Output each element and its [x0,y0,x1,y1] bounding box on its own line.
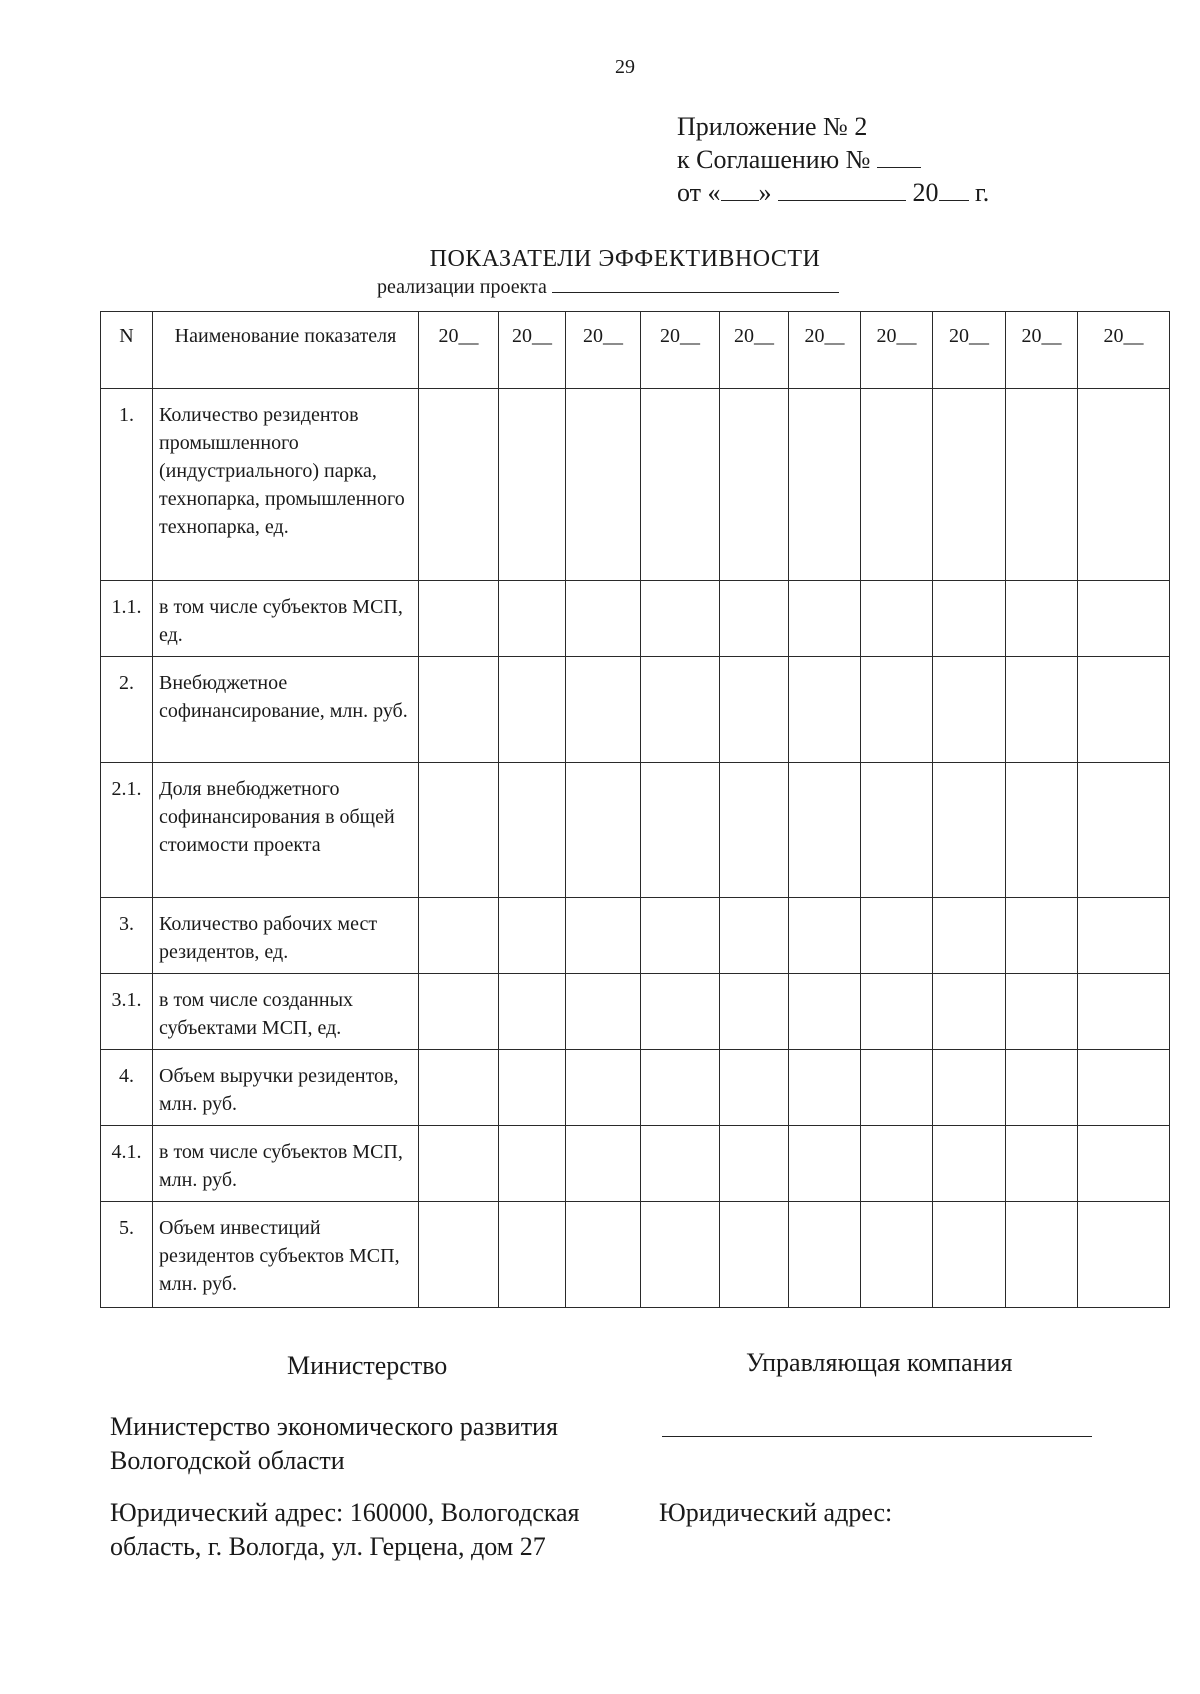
year-blank [939,200,969,201]
value-cell [566,1202,641,1308]
value-cell [1006,974,1078,1050]
value-cell [933,763,1006,898]
value-cell [861,1050,933,1126]
value-cell [419,763,499,898]
header-year: 20__ [419,312,499,389]
header-year: 20__ [499,312,566,389]
value-cell [933,581,1006,657]
header-num: N [101,312,153,389]
value-cell [1078,898,1170,974]
page-number: 29 [615,56,635,78]
value-cell [933,1126,1006,1202]
value-cell [861,1126,933,1202]
value-cell [861,581,933,657]
value-cell [1078,389,1170,581]
row-number: 1. [101,389,153,581]
value-cell [419,1126,499,1202]
value-cell [1078,581,1170,657]
table-row [101,1126,1170,1202]
indicator-name: Количество рабочих мест резидентов, ед. [153,898,419,974]
value-cell [1078,657,1170,763]
value-cell [419,389,499,581]
value-cell [861,1202,933,1308]
value-cell [720,1202,789,1308]
value-cell [566,657,641,763]
value-cell [933,898,1006,974]
value-cell [933,974,1006,1050]
indicator-name: Доля внебюджетного софинансирования в общей стоимости проекта [153,763,419,898]
indicators-table [100,311,1170,1308]
value-cell [789,389,861,581]
value-cell [419,1202,499,1308]
value-cell [419,898,499,974]
page-title: ПОКАЗАТЕЛИ ЭФФЕКТИВНОСТИ [429,246,821,272]
indicator-name: в том числе созданных субъектами МСП, ед. [153,974,419,1050]
value-cell [720,581,789,657]
row-number: 3.1. [101,974,153,1050]
header-name: Наименование показателя [153,312,419,389]
value-cell [1078,1126,1170,1202]
value-cell [1006,1126,1078,1202]
value-cell [419,1050,499,1126]
value-cell [641,389,720,581]
header-year: 20__ [1006,312,1078,389]
value-cell [499,763,566,898]
day-blank [721,200,759,201]
value-cell [641,1126,720,1202]
value-cell [1078,974,1170,1050]
table-row [101,1050,1170,1126]
table-row [101,763,1170,898]
month-blank [778,200,906,201]
value-cell [566,898,641,974]
value-cell [720,1050,789,1126]
value-cell [1006,1050,1078,1126]
value-cell [641,657,720,763]
project-name-blank [552,292,839,293]
value-cell [566,581,641,657]
value-cell [861,974,933,1050]
value-cell [789,1050,861,1126]
table-row [101,581,1170,657]
value-cell [499,389,566,581]
value-cell [720,898,789,974]
value-cell [1006,581,1078,657]
indicator-name: Количество резидентов промышленного (индустриального) парка, технопарка, промышленного технопарка, ед. [153,389,419,581]
indicator-name: в том числе субъектов МСП, ед. [153,581,419,657]
value-cell [1006,657,1078,763]
value-cell [789,1202,861,1308]
annex-agreement-line [677,143,989,176]
header-year: 20__ [933,312,1006,389]
value-cell [641,898,720,974]
value-cell [499,1126,566,1202]
page-subtitle: реализации проекта [377,276,547,298]
value-cell [566,1050,641,1126]
date-year: 20 [912,178,939,207]
management-company-address: Юридический адрес: [659,1498,893,1527]
value-cell [720,1126,789,1202]
value-cell [566,974,641,1050]
value-cell [720,657,789,763]
row-number: 2. [101,657,153,763]
header-year: 20__ [641,312,720,389]
value-cell [789,763,861,898]
annex-title: Приложение № 2 [677,112,868,141]
ministry-address: Юридический адрес: 160000, Вологодская область, г. Вологда, ул. Герцена, дом 27 [110,1498,580,1561]
value-cell [720,389,789,581]
value-cell [641,763,720,898]
value-cell [419,974,499,1050]
agreement-number-blank [877,167,921,168]
value-cell [789,1126,861,1202]
ministry-heading: Министерство [287,1351,448,1380]
indicator-name: Внебюджетное софинансирование, млн. руб. [153,657,419,763]
row-number: 1.1. [101,581,153,657]
row-number: 5. [101,1202,153,1308]
table-row [101,1202,1170,1308]
value-cell [933,657,1006,763]
value-cell [641,1050,720,1126]
table-row [101,974,1170,1050]
date-prefix: от « [677,178,721,207]
page-subtitle-line [377,276,839,299]
header-year: 20__ [861,312,933,389]
value-cell [789,581,861,657]
management-company-name-blank [662,1436,1092,1437]
row-number: 3. [101,898,153,974]
value-cell [566,389,641,581]
value-cell [499,581,566,657]
indicator-name: в том числе субъектов МСП, млн. руб. [153,1126,419,1202]
date-suffix: г. [975,178,990,207]
table-row [101,898,1170,974]
annex-block [677,110,989,209]
value-cell [861,898,933,974]
value-cell [1078,1050,1170,1126]
row-number: 2.1. [101,763,153,898]
table-row [101,389,1170,581]
header-year: 20__ [1078,312,1170,389]
value-cell [566,1126,641,1202]
value-cell [1006,763,1078,898]
value-cell [933,1202,1006,1308]
value-cell [566,763,641,898]
value-cell [933,389,1006,581]
value-cell [789,898,861,974]
value-cell [720,974,789,1050]
annex-agreement-label: к Соглашению № [677,145,871,174]
value-cell [933,1050,1006,1126]
row-number: 4. [101,1050,153,1126]
value-cell [1006,389,1078,581]
ministry-name: Министерство экономического развития Вологодской области [110,1412,558,1475]
value-cell [499,657,566,763]
value-cell [641,974,720,1050]
value-cell [861,389,933,581]
management-company-heading: Управляющая компания [746,1348,1013,1377]
value-cell [641,1202,720,1308]
value-cell [1006,1202,1078,1308]
annex-date-line [677,176,989,209]
value-cell [720,763,789,898]
value-cell [499,1202,566,1308]
value-cell [1078,1202,1170,1308]
table-row [101,657,1170,763]
header-year: 20__ [720,312,789,389]
value-cell [789,657,861,763]
value-cell [1078,763,1170,898]
row-number: 4.1. [101,1126,153,1202]
value-cell [419,581,499,657]
indicator-name: Объем инвестиций резидентов субъектов МСП, млн. руб. [153,1202,419,1308]
value-cell [1006,898,1078,974]
value-cell [499,1050,566,1126]
header-year: 20__ [789,312,861,389]
value-cell [789,974,861,1050]
value-cell [499,974,566,1050]
value-cell [861,657,933,763]
date-quote-close: » [758,178,772,207]
value-cell [419,657,499,763]
value-cell [861,763,933,898]
header-year: 20__ [566,312,641,389]
table-header-row [101,312,1170,389]
value-cell [641,581,720,657]
value-cell [499,898,566,974]
indicator-name: Объем выручки резидентов, млн. руб. [153,1050,419,1126]
